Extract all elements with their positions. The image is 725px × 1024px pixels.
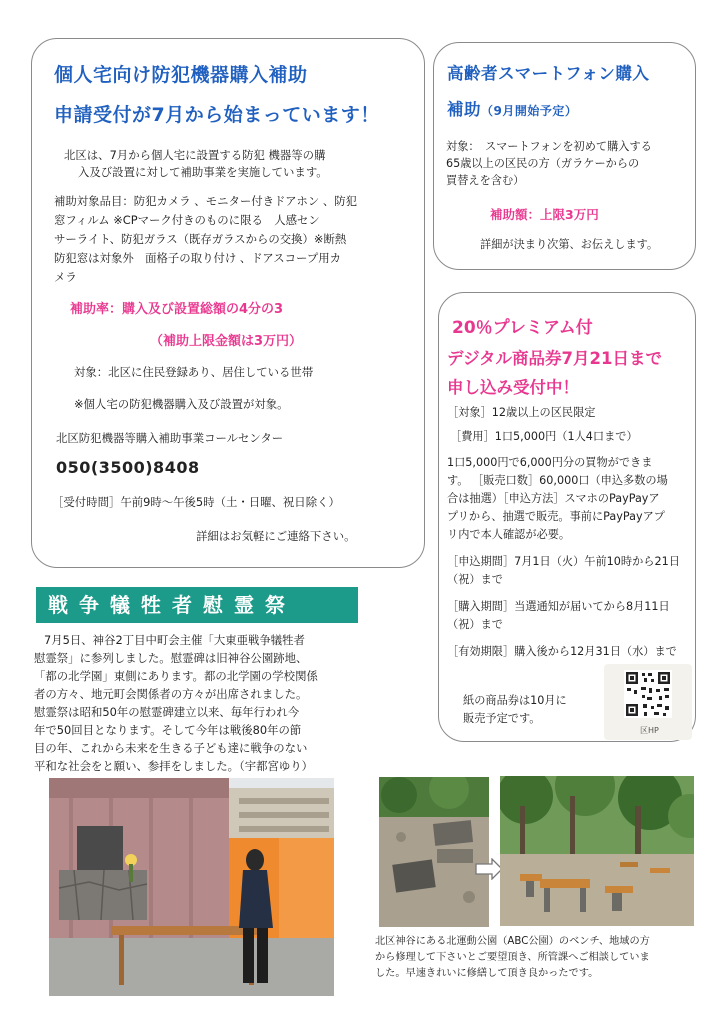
voucher-title-3: 申し込み受付中！ [447, 378, 579, 397]
crime-subsidy-rate: 補助率：購入及び設置総額の4分の3 [70, 302, 284, 317]
voucher-target: ［対象］12歳以上の区民限定 [447, 406, 596, 419]
voucher-desc-4: プリから、抽選で販売。事前にPayPayアプ [447, 510, 665, 523]
crime-call-center: 北区防犯機器等購入補助事業コールセンター [56, 431, 284, 445]
smartphone-title-main: 補助 [447, 100, 481, 119]
smartphone-target-3: 買替えを含む） [446, 174, 525, 187]
crime-items-2: 窓フィルム ※CPマーク付きのものに限る 人感セン [54, 213, 320, 227]
park-bench-after-photo [500, 776, 694, 926]
crime-title-2: 申請受付が7月から始まっています！ [54, 104, 380, 126]
smartphone-detail: 詳細が決まり次第、お伝えします。 [480, 238, 659, 251]
memorial-banner: 戦争犠牲者慰霊祭 [36, 587, 358, 623]
smartphone-amount: 補助額：上限3万円 [490, 207, 599, 222]
qr-code-icon [604, 664, 692, 726]
voucher-apply-2: （祝）まで [447, 573, 503, 586]
crime-items-1: 補助対象品目：防犯カメラ 、モニター付きドアホン 、防犯 [54, 194, 358, 208]
smartphone-target-2: 65歳以上の区民の方（ガラケーからの [446, 157, 640, 170]
smartphone-title-2 [447, 96, 577, 120]
crime-intro-1: 北区は、7月から個人宅に設置する防犯 機器等の購 [64, 148, 326, 162]
memorial-text-3: 「都の北学園」東側にあります。都の北学園の学校関係 [34, 669, 318, 683]
voucher-purchase-2: （祝）まで [447, 618, 503, 631]
memorial-text-1: 7月5日、神谷2丁目中町会主催「大東亜戦争犠牲者 [44, 633, 305, 647]
voucher-valid: ［有効期限］購入後から12月31日（水）まで [447, 645, 677, 658]
voucher-paper-1: 紙の商品券は10月に [463, 694, 567, 707]
memorial-text-4: 者の方々、地元町会関係者の方々が出席されました。 [34, 687, 308, 701]
crime-items-4: 防犯窓は対象外 面格子の取り付け 、ドアスコープ用カ [54, 251, 342, 265]
crime-hours: ［受付時間］午前9時～午後5時（土・日曜、祝日除く） [52, 495, 340, 509]
smartphone-title-1: 高齢者スマートフォン購入 [447, 64, 650, 83]
memorial-text-6: 年で50回目となります。そして今年は戦後80年の節 [34, 723, 302, 737]
park-caption-1: 北区神谷にある北運動公園（ABC公園）のベンチ、地域の方 [375, 936, 650, 947]
qr-code-label: 区HP [640, 726, 659, 735]
crime-target: 対象：北区に住民登録あり、居住している世帯 [74, 365, 314, 379]
park-caption-3: した。早速きれいに修繕して頂き良かったです。 [375, 968, 599, 979]
park-bench-before-photo [379, 777, 489, 927]
crime-note: ※個人宅の防犯機器購入及び設置が対象。 [74, 397, 289, 411]
memorial-text-5: 慰霊祭は昭和50年の慰霊碑建立以来、毎年行われ今 [34, 705, 300, 719]
crime-subsidy-limit: （補助上限金額は3万円） [150, 334, 303, 349]
voucher-desc-5: リ内で本人確認が必要。 [447, 528, 571, 541]
crime-contact: 詳細はお気軽にご連絡下さい。 [196, 529, 356, 543]
voucher-desc-1: 1口5,000円で6,000円分の買物ができま [447, 456, 653, 469]
memorial-text-8: 平和な社会をと願い、参拝をしました。（宇都宮ゆり） [34, 759, 314, 773]
memorial-text-7: 目の年、これから未来を生きる子ども達に戦争のない [34, 741, 308, 755]
qr-code-card[interactable] [604, 664, 692, 740]
voucher-title-2: デジタル商品券7月21日まで [447, 349, 662, 368]
smartphone-target-1: 対象： スマートフォンを初めて購入する [446, 140, 652, 153]
voucher-purchase-1: ［購入期間］当選通知が届いてから8月11日 [447, 600, 670, 613]
crime-intro-2: 入及び設置に対して補助事業を実施しています。 [78, 165, 328, 179]
voucher-apply-1: ［申込期間］7月1日（火）午前10時から21日 [447, 555, 680, 568]
crime-items-3: サーライト、防犯ガラス（既存ガラスからの交換）※断熱 [54, 232, 347, 246]
voucher-desc-3: 合は抽選）［申込方法］スマホのPayPayア [447, 492, 660, 505]
voucher-title-1: 20％プレミアム付 [452, 318, 593, 338]
memorial-photo [49, 778, 334, 996]
voucher-desc-2: す。 ［販売口数］60,000口（申込多数の場 [447, 474, 668, 487]
memorial-text-2: 慰霊祭」に参列しました。慰霊碑は旧神谷公園跡地、 [34, 651, 308, 665]
smartphone-title-note: （9月開始予定） [481, 104, 578, 118]
crime-phone: 050(3500)8408 [56, 458, 200, 477]
voucher-fee: ［費用］1口5,000円（1人4口まで） [450, 430, 638, 443]
crime-title-1: 個人宅向け防犯機器購入補助 [54, 64, 308, 86]
park-caption-2: から修理して下さいとご要望頂き、所管課へご相談していま [375, 952, 650, 963]
crime-items-5: メラ [54, 270, 77, 284]
voucher-paper-2: 販売予定です。 [463, 712, 541, 725]
